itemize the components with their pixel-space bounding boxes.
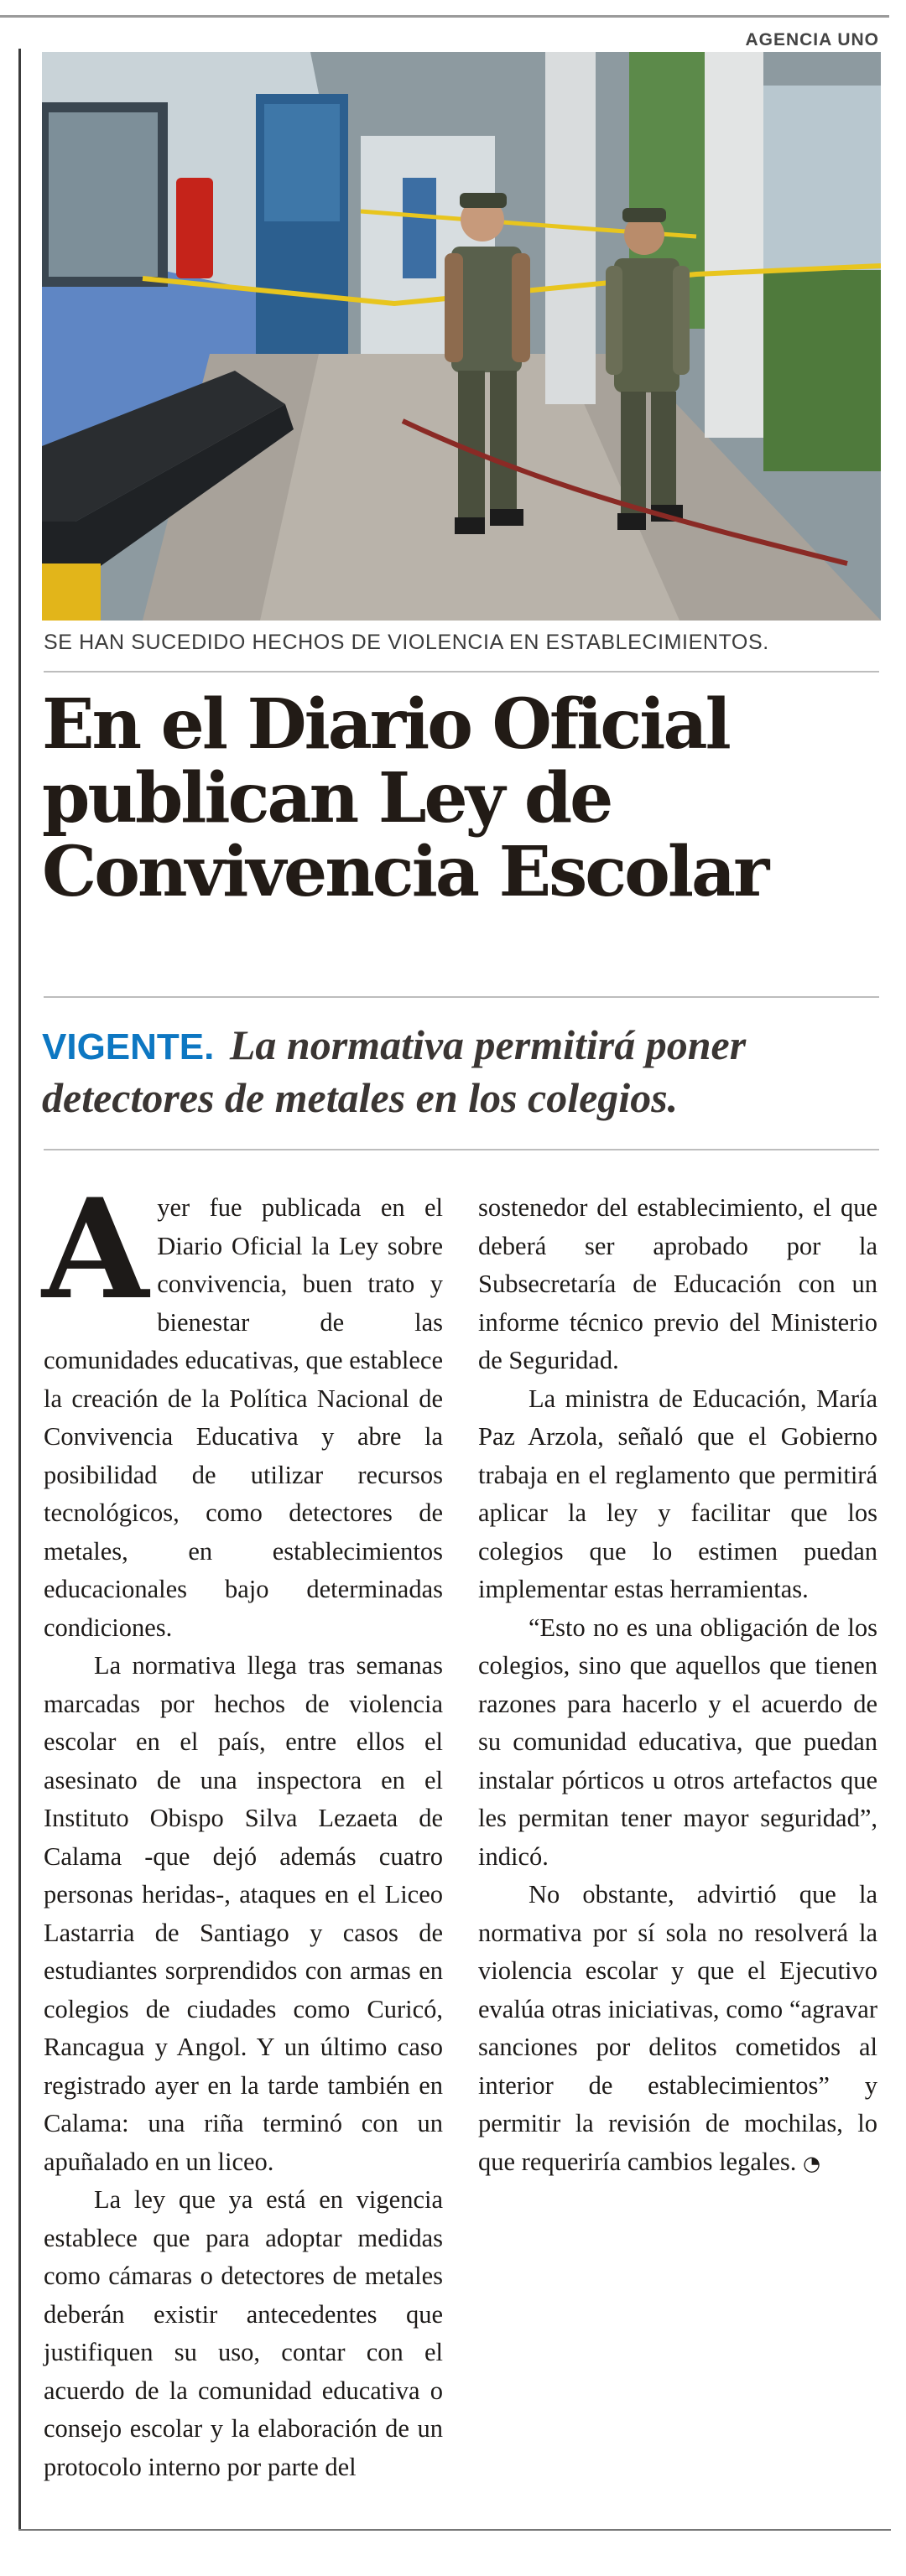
headline-line-3: Convivencia Escolar	[42, 832, 768, 912]
caption-divider	[44, 671, 879, 673]
headline-divider	[44, 996, 879, 998]
paragraph-5: “Esto no es una obligación de los colegios, sino que aquellos que tienen razones para hacerlo y el acuerdo de su comunidad educativa, que puedan instalar pórticos u otros artefactos que les permitan tener mayor seguridad”, indicó.	[478, 1613, 877, 1871]
photo-caption: SE HAN SUCEDIDO HECHOS DE VIOLENCIA EN ESTABLECIMIENTOS.	[44, 631, 769, 654]
paragraph-1	[42, 1168, 443, 1647]
photo-credit: AGENCIA UNO	[745, 30, 879, 49]
headline-line-2: publican Ley de	[42, 758, 612, 839]
paragraph-3-text: La ley que ya está en vigencia establece que para adoptar medidas como cámaras o detectores de metales deberán existir antecedentes que justifiquen su uso, contar con el acuerdo de la comunidad educativa o consejo escolar y la elaboración de un protocolo interno por parte del	[44, 2185, 443, 2481]
headline	[42, 684, 881, 912]
paragraph-4: La ministra de Educación, María Paz Arzola, señaló que el Gobierno trabaja en el reglamento que permitirá aplicar la ley y facilitar que los colegios que lo estimen puedan implementar estas herramientas.	[478, 1384, 877, 1603]
end-mark-icon: ◔	[796, 2151, 820, 2175]
drop-cap: A	[42, 1168, 149, 1330]
news-photo	[42, 52, 881, 621]
headline-line-1: En el Diario Oficial	[42, 684, 729, 765]
deck-text: La normativa permitirá poner detectores de metales en los colegios.	[42, 1021, 747, 1121]
deck-kicker: VIGENTE.	[42, 1026, 215, 1067]
body-column-right	[478, 1189, 877, 2183]
bottom-rule	[18, 2529, 891, 2531]
paragraph-1-text: yer fue publicada en el Diario Oficial la Ley sobre convivencia, buen trato y bienestar de las comunidades educativas, que establece la creación de la Política Nacional de Convivencia Educativa y abre la posibilidad de utilizar recursos tecnológicos, como detectores de metales, en establecimientos educacionales bajo determinadas condiciones.	[44, 1193, 443, 1642]
paragraph-3	[44, 2181, 443, 2486]
deck-divider	[44, 1149, 879, 1150]
paragraph-6-text: No obstante, advirtió que la normativa por sí sola no resolverá la violencia escolar y que el Ejecutivo evalúa otras iniciativas, como “agravar sanciones por delitos cometidos al interior de establecimientos” y permitir la revisión de mochilas, lo que requeriría cambios legales.	[478, 1880, 877, 2176]
left-frame-rule	[18, 49, 21, 2531]
top-rule	[0, 15, 889, 18]
paragraph-6	[478, 1876, 877, 2183]
body-column-left	[42, 1168, 443, 2486]
deck	[42, 1020, 881, 1123]
paragraph-3-continuation: sostenedor del establecimiento, el que deberá ser aprobado por la Subsecretaría de Educación con un informe técnico previo del Ministerio de Seguridad.	[478, 1193, 877, 1374]
paragraph-2: La normativa llega tras semanas marcadas por hechos de violencia escolar en el país, entre ellos el asesinato de una inspectora en el Instituto Obispo Silva Lezaeta de Calama -que dejó además cuatro personas heridas-, ataques en el Liceo Lastarria de Santiago y casos de estudiantes sorprendidos con armas en colegios de ciudades como Curicó, Rancagua y Angol. Y un último caso registrado ayer en la tarde también en Calama: una riña terminó con un apuñalado en un liceo.	[44, 1651, 443, 2176]
